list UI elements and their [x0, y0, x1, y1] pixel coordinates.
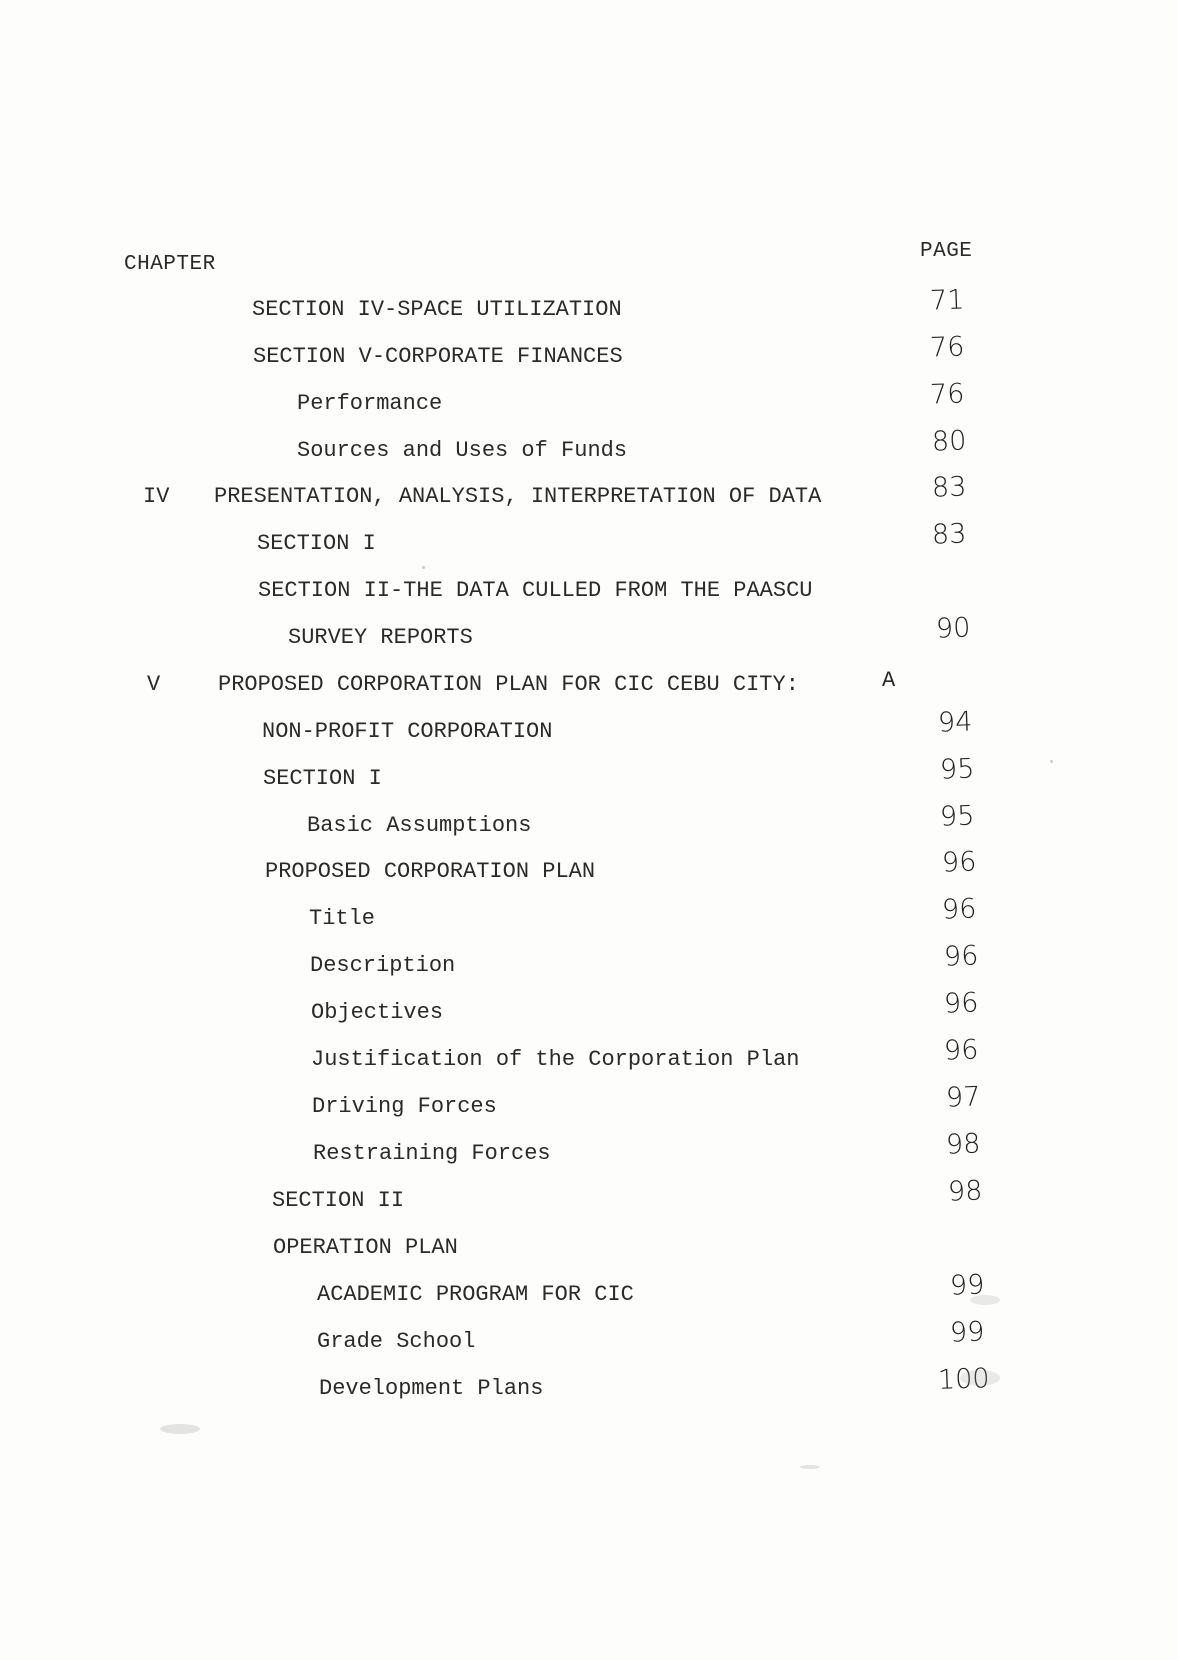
toc-entry: [0, 753, 1178, 802]
toc-entry: [0, 1269, 1178, 1318]
toc-entry-page: 83: [931, 518, 967, 551]
toc-entry-text: PROPOSED CORPORATION PLAN FOR CIC CEBU CITY:: [218, 672, 799, 697]
toc-entry-text: Sources and Uses of Funds: [297, 438, 628, 463]
toc-entry-page: 94: [937, 706, 973, 739]
toc-entry: [0, 987, 1178, 1036]
toc-entry-text: Restraining Forces: [313, 1141, 551, 1166]
toc-entry: [0, 1363, 1178, 1412]
chapter-heading: CHAPTER: [124, 253, 216, 276]
toc-entry-page: 95: [939, 753, 975, 786]
toc-entry: [0, 378, 1178, 427]
chapter-number: V: [147, 672, 161, 697]
toc-entry: [0, 1128, 1178, 1177]
toc-entry-text: Justification of the Corporation Plan: [311, 1047, 800, 1072]
toc-entry-text: SECTION IV-SPACE UTILIZATION: [252, 297, 622, 322]
toc-entry-text: PROPOSED CORPORATION PLAN: [265, 859, 596, 884]
toc-entry-page: 96: [943, 1034, 979, 1067]
toc-entry-text: Driving Forces: [312, 1094, 497, 1119]
toc-entry-text: SURVEY REPORTS: [288, 625, 473, 650]
toc-entry-text: Title: [309, 906, 376, 931]
toc-entry: [0, 1034, 1178, 1083]
toc-entry: [0, 706, 1178, 755]
toc-entry-page: 96: [941, 846, 977, 879]
toc-entry-page: 99: [949, 1269, 985, 1302]
page-heading: PAGE: [920, 240, 973, 263]
toc-entry-text: Objectives: [311, 1000, 444, 1025]
toc-entry-page: 100: [937, 1363, 991, 1396]
toc-entry: [0, 800, 1178, 849]
toc-entry-chapter: [0, 668, 1178, 708]
toc-entry-text: SECTION II: [272, 1188, 405, 1213]
toc-entry: [0, 846, 1178, 895]
toc-entry-text: OPERATION PLAN: [273, 1235, 458, 1260]
toc-entry-page: 96: [941, 893, 977, 926]
toc-entry: [0, 893, 1178, 942]
toc-entry-page: 80: [931, 425, 967, 458]
toc-entry: [0, 574, 1178, 614]
toc-entry-page: 96: [943, 987, 979, 1020]
toc-entry-text: Basic Assumptions: [307, 813, 532, 838]
scan-speck: [960, 1370, 1000, 1386]
toc-entry-page: 99: [949, 1316, 985, 1349]
toc-entry-text: Description: [310, 953, 456, 978]
toc-entry-text: Performance: [297, 391, 443, 416]
toc-entry: [0, 1081, 1178, 1130]
toc-entry: [0, 612, 1178, 661]
toc-entry-text: Grade School: [317, 1329, 476, 1354]
toc-entry-page: 96: [943, 940, 979, 973]
toc-entry-page: 97: [945, 1081, 981, 1114]
toc-entry-page: 71: [929, 284, 965, 317]
toc-entry-text: SECTION I: [257, 531, 376, 556]
toc-entry: [0, 518, 1178, 567]
toc-entry: [0, 1175, 1178, 1224]
toc-entry-text: SECTION V-CORPORATE FINANCES: [253, 344, 623, 369]
chapter-number: IV: [143, 484, 170, 509]
toc-entry-text: Development Plans: [319, 1376, 544, 1401]
toc-entry: [0, 425, 1178, 474]
toc-entry-page: 76: [929, 378, 965, 411]
toc-entry-text: SECTION II-THE DATA CULLED FROM THE PAASCU: [258, 578, 813, 603]
toc-entry-text: SECTION I: [263, 766, 382, 791]
toc-entry-page: 76: [929, 331, 965, 364]
toc-entry-text: ACADEMIC PROGRAM FOR CIC: [317, 1282, 634, 1307]
toc-entry: [0, 331, 1178, 380]
toc-entry: [0, 1316, 1178, 1365]
toc-entry-text: PRESENTATION, ANALYSIS, INTERPRETATION OF DATA: [214, 484, 822, 509]
toc-entry-page: 98: [947, 1175, 983, 1208]
toc-entry: [0, 1231, 1178, 1271]
toc-entry: [0, 940, 1178, 989]
toc-entry-chapter: [0, 471, 1178, 520]
scan-speck: [800, 1465, 820, 1469]
toc-entry-page: 98: [945, 1128, 981, 1161]
toc-entry-page: 95: [939, 800, 975, 833]
scan-speck: [422, 566, 425, 569]
toc-entry-text: NON-PROFIT CORPORATION: [262, 719, 553, 744]
scan-speck: [1050, 760, 1053, 763]
scan-speck: [160, 1424, 200, 1434]
toc-entry-page: 83: [931, 471, 967, 504]
scan-speck: [970, 1295, 1000, 1305]
toc-entry-suffix: A: [882, 668, 896, 693]
toc-entry-page: 90: [935, 612, 971, 645]
toc-entry: [0, 284, 1178, 333]
